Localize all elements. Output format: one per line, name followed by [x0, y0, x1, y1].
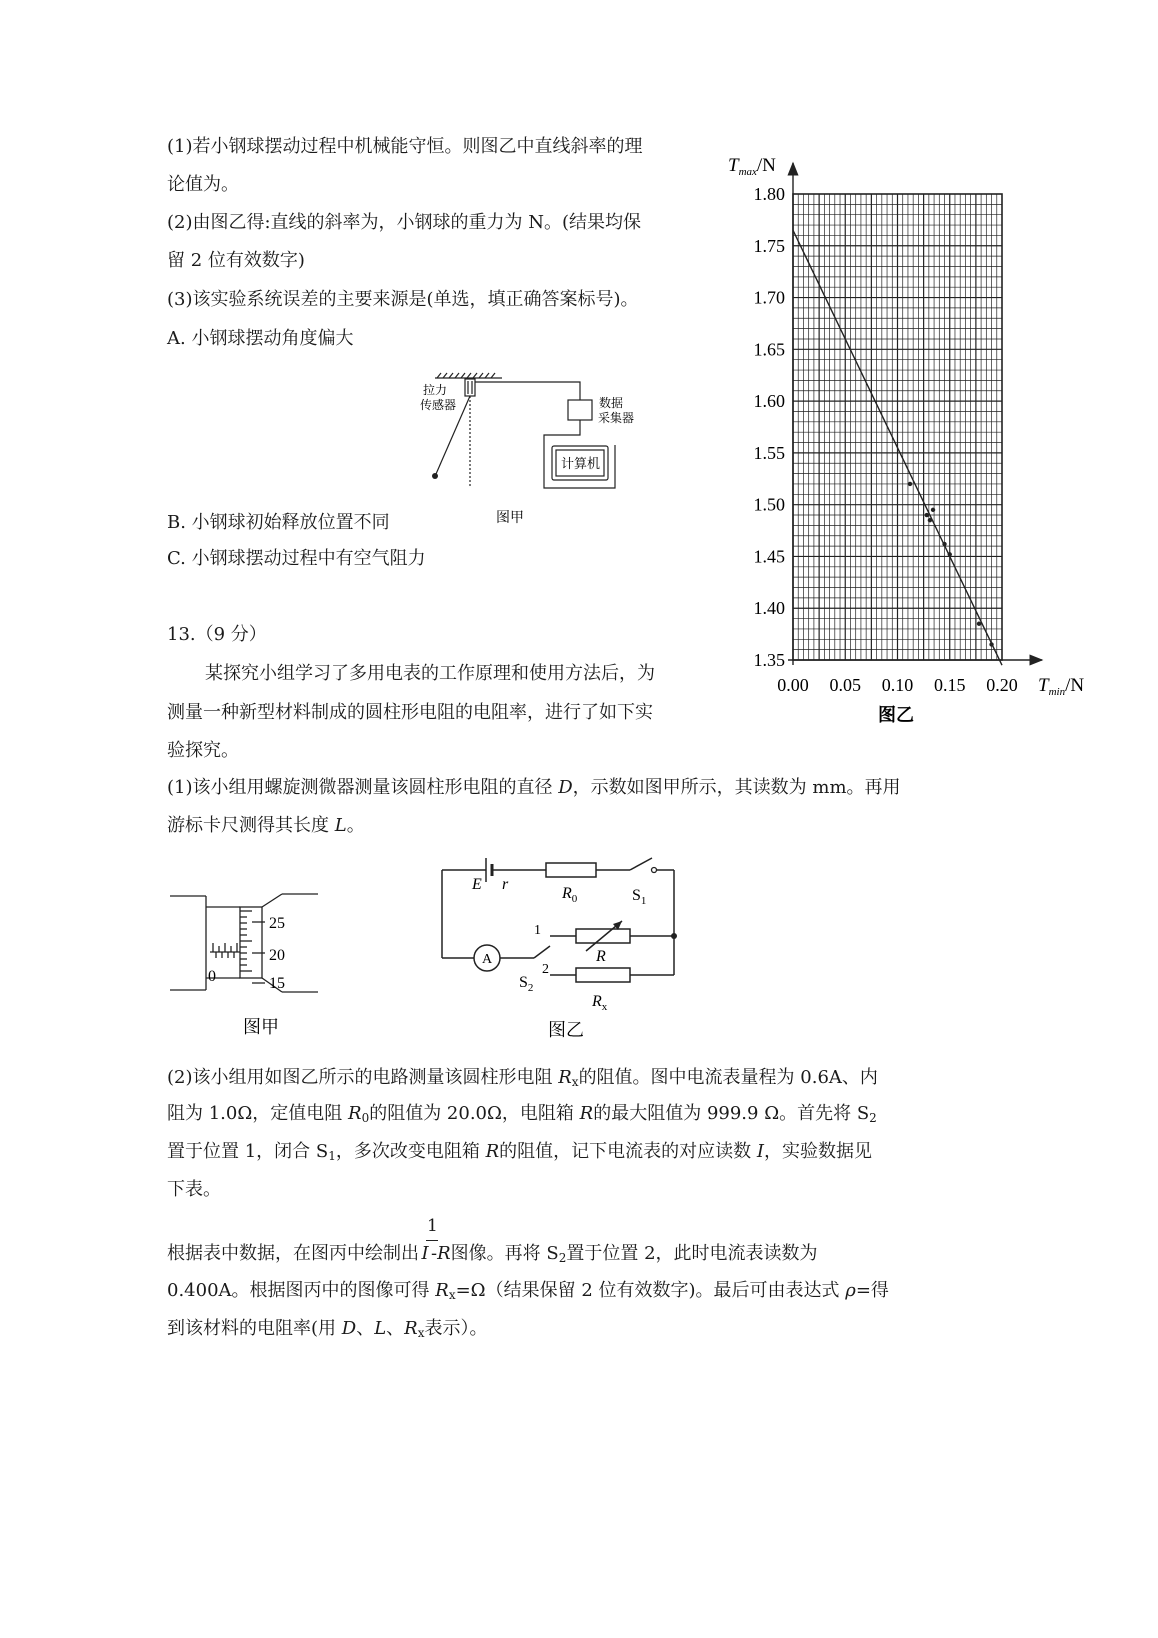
x-tick-label: 0.00	[777, 675, 809, 695]
data-point	[948, 552, 952, 556]
sensor-label-2: 传感器	[420, 398, 457, 412]
y-tick-label: 1.45	[753, 546, 785, 567]
micrometer-caption: 图甲	[243, 1017, 279, 1038]
q13-intro-line1: 某探究小组学习了多用电表的工作原理和使用方法后，为	[205, 663, 655, 684]
thimble-ticks	[240, 911, 252, 971]
thimble-label-15: 15	[269, 975, 285, 992]
q13-part2-line1: (2)该小组用如图乙所示的电路测量该圆柱形电阻 $R_x$的阻值。图中电流表量程为 0.6A、内	[167, 1067, 878, 1089]
data-collector-box	[568, 400, 592, 420]
q12-part1-line2: 论值为。	[167, 174, 239, 195]
q13-header: 13.（9 分）	[167, 624, 267, 645]
y-axis-label: $T_{max}/N$	[728, 155, 776, 178]
x-tick-label: 0.05	[829, 675, 861, 695]
tmax-tmin-chart	[720, 145, 1120, 735]
y-tick-label: 1.50	[753, 494, 785, 515]
collector-label-1: 数据	[599, 396, 624, 410]
q13-part2-line3: 置于位置 1，闭合 $S_1$，多次改变电阻箱 R的阻值，记下电流表的对应读数 I，实验数据见	[167, 1141, 873, 1163]
fraction-numerator: 1	[427, 1216, 438, 1236]
q12-part2-line2: 留 2 位有效数字)	[167, 250, 305, 271]
q13-part3-line1: 根据表中数据，在图丙中绘制出 I -R图像。再将 $S_2$置于位置 2，此时电流表读数为	[167, 1243, 818, 1265]
y-tick-label: 1.70	[753, 287, 785, 308]
pendulum-apparatus-figure	[410, 370, 640, 530]
circuit-diagram	[430, 848, 700, 1048]
resistor-r0	[546, 863, 596, 877]
thimble	[240, 907, 262, 978]
data-point	[928, 518, 932, 522]
y-tick-label: 1.60	[753, 391, 785, 412]
position-2-label: 2	[542, 962, 549, 977]
q12-part3: (3)该实验系统误差的主要来源是(单选，填正确答案标号)。	[167, 289, 639, 310]
q13-intro-line2: 测量一种新型材料制成的圆柱形电阻的电阻率，进行了如下实	[167, 702, 653, 723]
q13-part1-line2: 游标卡尺测得其长度 L。	[167, 815, 365, 836]
q13-part3-line3: 到该材料的电阻率(用 D、L、$R_x$表示）。	[167, 1318, 488, 1340]
internal-resistance-label: r	[502, 876, 509, 893]
y-tick-label: 1.55	[753, 442, 785, 463]
circuit-caption: 图乙	[548, 1020, 584, 1041]
y-tick-label: 1.35	[753, 650, 785, 670]
q12-option-b: B. 小钢球初始释放位置不同	[167, 512, 390, 533]
switch-s2-blade	[534, 946, 550, 958]
sensor-label-1: 拉力	[423, 383, 448, 397]
y-tick-label: 1.75	[753, 235, 785, 256]
data-point	[989, 642, 993, 646]
fraction-denominator: I	[421, 1243, 429, 1264]
x-tick-label: 0.10	[881, 675, 914, 695]
s2-label: $S_2$	[519, 974, 534, 994]
figure-caption: 图甲	[496, 510, 524, 526]
s1-label: $S_1$	[632, 887, 647, 907]
rx-label: $R_x$	[592, 993, 608, 1013]
ammeter-label: A	[482, 952, 493, 967]
x-tick-label: 0.15	[934, 675, 966, 695]
steel-ball	[432, 473, 438, 479]
q12-part1-line1: (1)若小钢球摆动过程中机械能守恒。则图乙中直线斜率的理	[167, 136, 643, 157]
q13-part2-line4: 下表。	[167, 1179, 221, 1200]
chart-caption: 图乙	[878, 705, 914, 726]
collector-label-2: 采集器	[598, 411, 635, 425]
data-point	[925, 513, 929, 517]
switch-s1-blade	[630, 858, 652, 870]
sleeve-zero-label: 0	[208, 968, 216, 985]
q12-option-c: C. 小钢球摆动过程中有空气阻力	[167, 548, 426, 569]
resistor-rx	[576, 968, 630, 982]
q13-intro-line3: 验探究。	[167, 740, 239, 761]
q12-option-a: A. 小钢球摆动角度偏大	[167, 328, 354, 349]
y-tick-label: 1.40	[753, 598, 785, 619]
signal-wire-top	[475, 382, 580, 400]
y-tick-label: 1.65	[753, 339, 785, 360]
computer-label: 计算机	[561, 457, 601, 472]
data-point	[908, 482, 912, 486]
thimble-label-20: 20	[269, 947, 285, 964]
chart-grid	[793, 194, 1002, 660]
r0-label: $R_0$	[562, 885, 578, 905]
q12-part2-line1: (2)由图乙得:直线的斜率为，小钢球的重力为 N。(结果均保	[167, 212, 642, 233]
data-point	[942, 542, 946, 546]
y-tick-label: 1.80	[753, 184, 785, 204]
data-point	[977, 622, 981, 626]
sleeve-mm-ticks	[213, 943, 237, 958]
emf-label: E	[472, 876, 482, 893]
data-point	[931, 508, 935, 512]
micrometer-figure	[170, 880, 330, 1045]
q13-part3-line2: 0.400A。根据图丙中的图像可得 $R_x=\Omega$（结果保留 2 位有效数字)。最后可由表达式 ρ=得	[167, 1280, 889, 1302]
r-label: R	[596, 948, 606, 965]
position-1-label: 1	[534, 923, 541, 938]
x-tick-label: 0.20	[986, 675, 1018, 695]
q13-part1-line1: (1)该小组用螺旋测微器测量该圆柱形电阻的直径 D，示数如图甲所示，其读数为 mm。再用	[167, 777, 901, 798]
force-sensor	[465, 379, 475, 396]
x-axis-label: $T_{min}/N$	[1038, 675, 1085, 698]
q13-part2-line2: 阻为 1.0Ω，定值电阻 $R_0$的阻值为 20.0Ω，电阻箱 R的最大阻值为 999.9 Ω。首先将 $S_2$	[167, 1103, 877, 1125]
junction-node	[671, 933, 677, 939]
thimble-label-25: 25	[269, 915, 285, 932]
ceiling-hatching	[437, 373, 495, 378]
